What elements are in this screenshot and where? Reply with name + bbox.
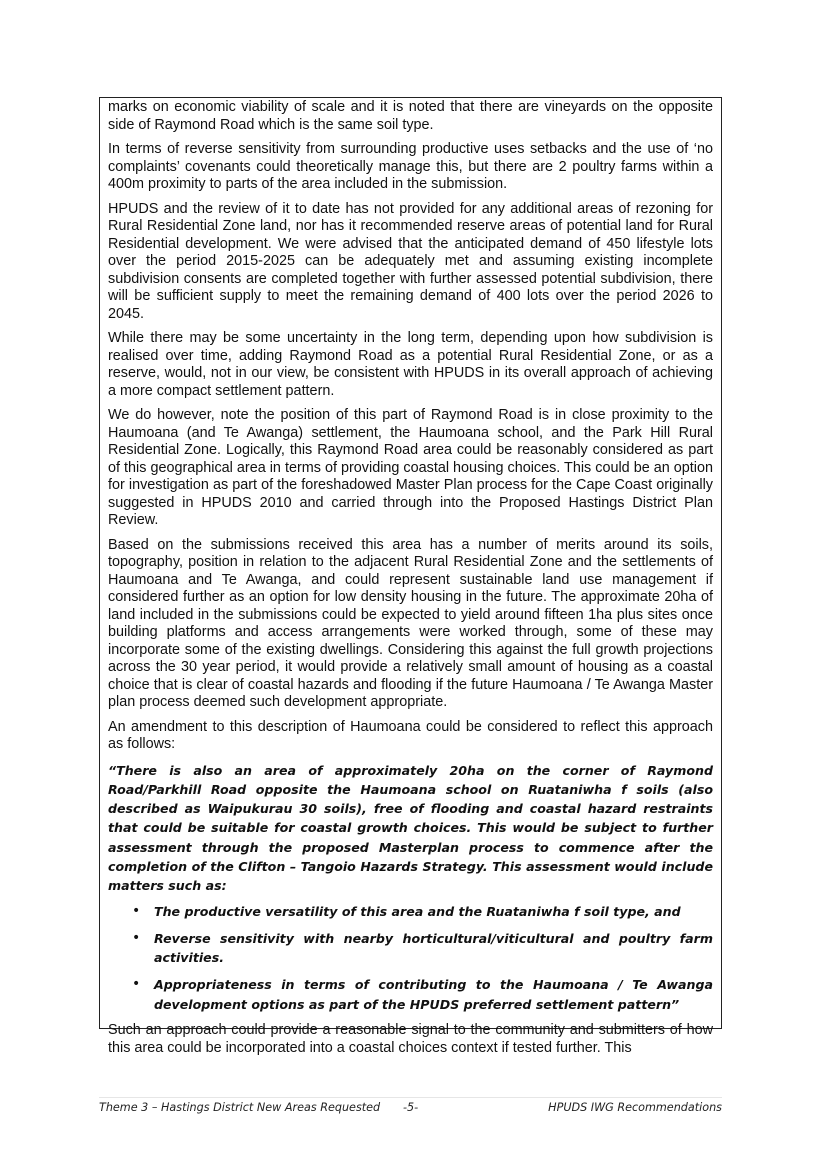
bullet-icon: • — [132, 976, 141, 993]
footer-document-title: HPUDS IWG Recommendations — [548, 1101, 722, 1114]
paragraph-closing: Such an approach could provide a reasonable signal to the community and submitters of how this area could be incorporated into a coastal choices context if tested further. This — [108, 1022, 713, 1056]
page-footer — [99, 1097, 722, 1118]
matters-list — [108, 902, 713, 1014]
list-item — [108, 975, 713, 1014]
list-item — [108, 929, 713, 968]
paragraph-hpuds-review: HPUDS and the review of it to date has not provided for any additional areas of rezoning for Rural Residential Zone land, nor has it recommended reserve areas of potential land for Rural Residential development. We were advised that the anticipated demand of 450 lifestyle lots over the period 2015-2025 can be adequately met and assuming existing incomplete subdivision consents are completed together with further assessed potential subdivision, there will be sufficient supply to meet the remaining demand of 400 lots over the period 2026 to 2045. — [108, 200, 713, 322]
list-item — [108, 902, 713, 921]
paragraph-proximity: We do however, note the position of this part of Raymond Road is in close proximity to the Haumoana (and Te Awanga) settlement, the Haumoana school, and the Park Hill Rural Residential Zone. Logically, this Raymond Road area could be reasonably considered as part of this geographical area in terms of providing coastal housing choices. This could be an option for investigation as part of the foreshadowed Master Plan process for the Cape Coast originally suggested in HPUDS 2010 and carried through into the Proposed Hastings District Plan Review. — [108, 407, 713, 528]
paragraph-reverse-sensitivity: In terms of reverse sensitivity from surrounding productive uses setbacks and the use of ‘no complaints’ covenants could theoretically manage this, but there are 2 poultry farms within a 400m proximity to parts of the area included in the submission. — [108, 141, 713, 192]
bullet-icon: • — [132, 929, 141, 946]
amendment-quote: “There is also an area of approximately 20ha on the corner of Raymond Road/Parkhill Road opposite the Haumoana school on Ruataniwha f soils (also described as Waipukurau 30 soils), free of flooding and coastal hazard restraints that could be suitable for coastal growth choices. This would be subject to further assessment through the proposed Masterplan process to commence after the completion of the Clifton – Tangoio Hazards Strategy. This assessment would include matters such as: — [108, 762, 713, 894]
paragraph-uncertainty: While there may be some uncertainty in the long term, depending upon how subdivision is realised over time, adding Raymond Road as a potential Rural Residential Zone, or as a reserve, would, not in our view, be consistent with HPUDS in its overall approach of achieving a more compact settlement pattern. — [108, 330, 713, 399]
list-item-text: Appropriateness in terms of contributing to the Haumoana / Te Awanga development options as part of the HPUDS preferred settlement pattern” — [154, 977, 713, 1012]
footer-theme-title: Theme 3 – Hastings District New Areas Requested — [99, 1101, 381, 1114]
list-item-text: Reverse sensitivity with nearby horticultural/viticultural and poultry farm activities. — [154, 930, 713, 966]
bordered-text-box — [99, 97, 722, 1056]
paragraph-viability: marks on economic viability of scale and it is noted that there are vineyards on the opposite side of Raymond Road which is the same soil type. — [108, 99, 713, 133]
list-item-text: The productive versatility of this area and the Ruataniwha f soil type, and — [154, 903, 681, 919]
paragraph-merits: Based on the submissions received this area has a number of merits around its soils, topography, position in relation to the adjacent Rural Residential Zone and the settlements of Haumoana and Te Awanga, and could represent sustainable land use management if considered further as an option for low density housing in the future. The approximate 20ha of land included in the submissions could be expected to yield around fifteen 1ha plus sites once building platforms and access arrangements were worked through, some of these may incorporate some of the existing dwellings. Considering this against the full growth projections across the 30 year period, it would provide a relatively small amount of housing as a coastal choice that is clear of coastal hazards and flooding if the future Haumoana / Te Awanga Master plan process deemed such development appropriate. — [108, 536, 713, 710]
page-number: -5- — [403, 1101, 419, 1114]
bullet-icon: • — [132, 902, 141, 919]
paragraph-amendment-intro: An amendment to this description of Haumoana could be considered to reflect this approach as follows: — [108, 718, 713, 752]
